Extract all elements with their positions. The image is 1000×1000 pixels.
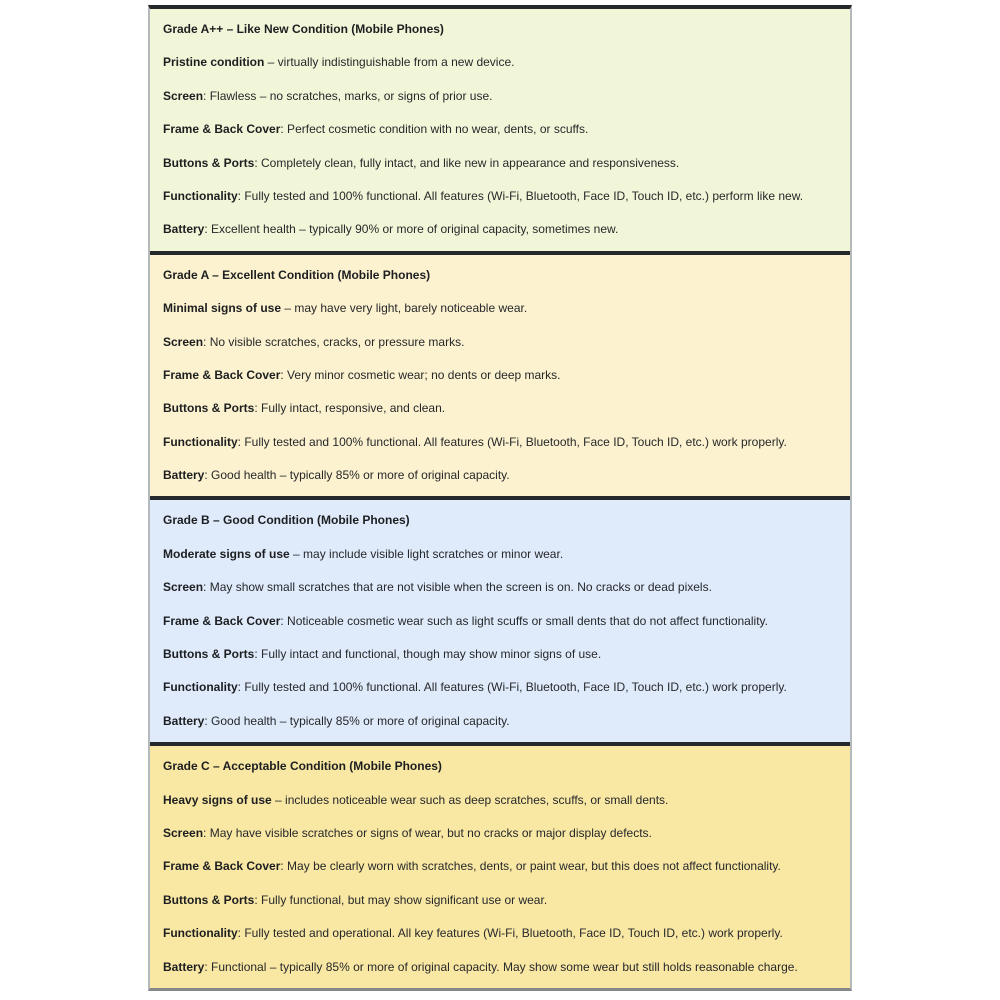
spec-row [163, 647, 838, 661]
spec-row [163, 89, 838, 103]
spec-row [163, 793, 838, 807]
spec-row [163, 960, 838, 974]
spec-text: – virtually indistinguishable from a new device. [264, 55, 515, 70]
spec-row [163, 680, 838, 694]
grade-section-1 [150, 9, 850, 251]
spec-row [163, 926, 838, 940]
grading-table [148, 5, 852, 991]
spec-label: Functionality [163, 680, 238, 695]
spec-label: Functionality [163, 434, 238, 449]
spec-label: Buttons & Ports [163, 401, 255, 416]
spec-label: Heavy signs of use [163, 792, 272, 807]
spec-label: Battery [163, 713, 205, 728]
spec-label: Battery [163, 222, 205, 237]
spec-label: Frame & Back Cover [163, 122, 281, 137]
section-title: Grade C – Acceptable Condition (Mobile Phones) [163, 759, 442, 774]
section-body [163, 55, 838, 236]
spec-text: : Fully tested and operational. All key features (Wi-Fi, Bluetooth, Face ID, Touch ID, etc.) work properly. [237, 926, 783, 941]
spec-row [163, 301, 838, 315]
spec-text: : Fully tested and 100% functional. All features (Wi-Fi, Bluetooth, Face ID, Touch ID, etc.) work properly. [237, 680, 787, 695]
spec-row [163, 859, 838, 873]
spec-row [163, 401, 838, 415]
spec-row [163, 222, 838, 236]
spec-row [163, 156, 838, 170]
spec-text: : Noticeable cosmetic wear such as light scuffs or small dents that do not affect functionality. [280, 613, 768, 628]
spec-row [163, 189, 838, 203]
spec-text: : May show small scratches that are not visible when the screen is on. No cracks or dead pixels. [203, 580, 712, 595]
spec-label: Functionality [163, 188, 238, 203]
spec-row [163, 893, 838, 907]
spec-row [163, 580, 838, 594]
spec-text: – may have very light, barely noticeable wear. [281, 301, 528, 316]
spec-label: Screen [163, 334, 204, 349]
spec-text: : Excellent health – typically 90% or more of original capacity, sometimes new. [204, 222, 619, 237]
grade-section-4 [150, 742, 850, 988]
spec-label: Frame & Back Cover [163, 859, 281, 874]
spec-label: Pristine condition [163, 55, 265, 70]
section-body [163, 301, 838, 482]
spec-text: : Fully intact and functional, though may show minor signs of use. [254, 647, 602, 662]
spec-row [163, 335, 838, 349]
grade-section-3 [150, 496, 850, 742]
spec-text: : Good health – typically 85% or more of original capacity. [204, 713, 510, 728]
spec-text: : Functional – typically 85% or more of original capacity. May show some wear but still holds reasonable charge. [204, 959, 798, 974]
spec-text: : May have visible scratches or signs of wear, but no cracks or major display defects. [203, 825, 652, 840]
spec-text: : Perfect cosmetic condition with no wear, dents, or scuffs. [280, 122, 589, 137]
spec-label: Minimal signs of use [163, 301, 282, 316]
spec-label: Functionality [163, 926, 238, 941]
spec-label: Frame & Back Cover [163, 613, 281, 628]
spec-row [163, 547, 838, 561]
spec-row [163, 826, 838, 840]
spec-text: – may include visible light scratches or minor wear. [289, 546, 564, 561]
section-title: Grade A++ – Like New Condition (Mobile Phones) [163, 22, 444, 36]
spec-row [163, 435, 838, 449]
spec-text: : Very minor cosmetic wear; no dents or deep marks. [280, 367, 561, 382]
spec-text: : No visible scratches, cracks, or pressure marks. [203, 334, 465, 349]
spec-row [163, 368, 838, 382]
spec-label: Battery [163, 468, 205, 483]
spec-text: – includes noticeable wear such as deep scratches, scuffs, or small dents. [271, 792, 669, 807]
spec-text: : Flawless – no scratches, marks, or signs of prior use. [203, 88, 493, 103]
spec-label: Buttons & Ports [163, 155, 255, 170]
spec-row [163, 122, 838, 136]
spec-label: Buttons & Ports [163, 647, 255, 662]
spec-text: : Good health – typically 85% or more of original capacity. [204, 468, 510, 483]
grade-section-2 [150, 251, 850, 497]
section-title: Grade B – Good Condition (Mobile Phones) [163, 513, 410, 528]
spec-text: : Fully tested and 100% functional. All features (Wi-Fi, Bluetooth, Face ID, Touch ID, etc.) work properly. [237, 434, 787, 449]
spec-label: Screen [163, 825, 204, 840]
spec-label: Screen [163, 88, 204, 103]
section-title: Grade A – Excellent Condition (Mobile Phones) [163, 267, 431, 282]
spec-text: : Fully functional, but may show significant use or wear. [254, 892, 548, 907]
spec-label: Screen [163, 580, 204, 595]
spec-label: Battery [163, 959, 205, 974]
spec-label: Buttons & Ports [163, 892, 255, 907]
section-body [163, 547, 838, 728]
spec-row [163, 614, 838, 628]
spec-row [163, 55, 838, 69]
spec-text: : May be clearly worn with scratches, dents, or paint wear, but this does not affect functionality. [280, 859, 781, 874]
spec-row [163, 468, 838, 482]
spec-row [163, 714, 838, 728]
spec-text: : Fully tested and 100% functional. All features (Wi-Fi, Bluetooth, Face ID, Touch ID, etc.) perform like new. [237, 188, 804, 203]
spec-label: Moderate signs of use [163, 546, 290, 561]
spec-text: : Completely clean, fully intact, and like new in appearance and responsiveness. [254, 155, 680, 170]
spec-text: : Fully intact, responsive, and clean. [254, 401, 446, 416]
spec-label: Frame & Back Cover [163, 367, 281, 382]
section-body [163, 793, 838, 974]
